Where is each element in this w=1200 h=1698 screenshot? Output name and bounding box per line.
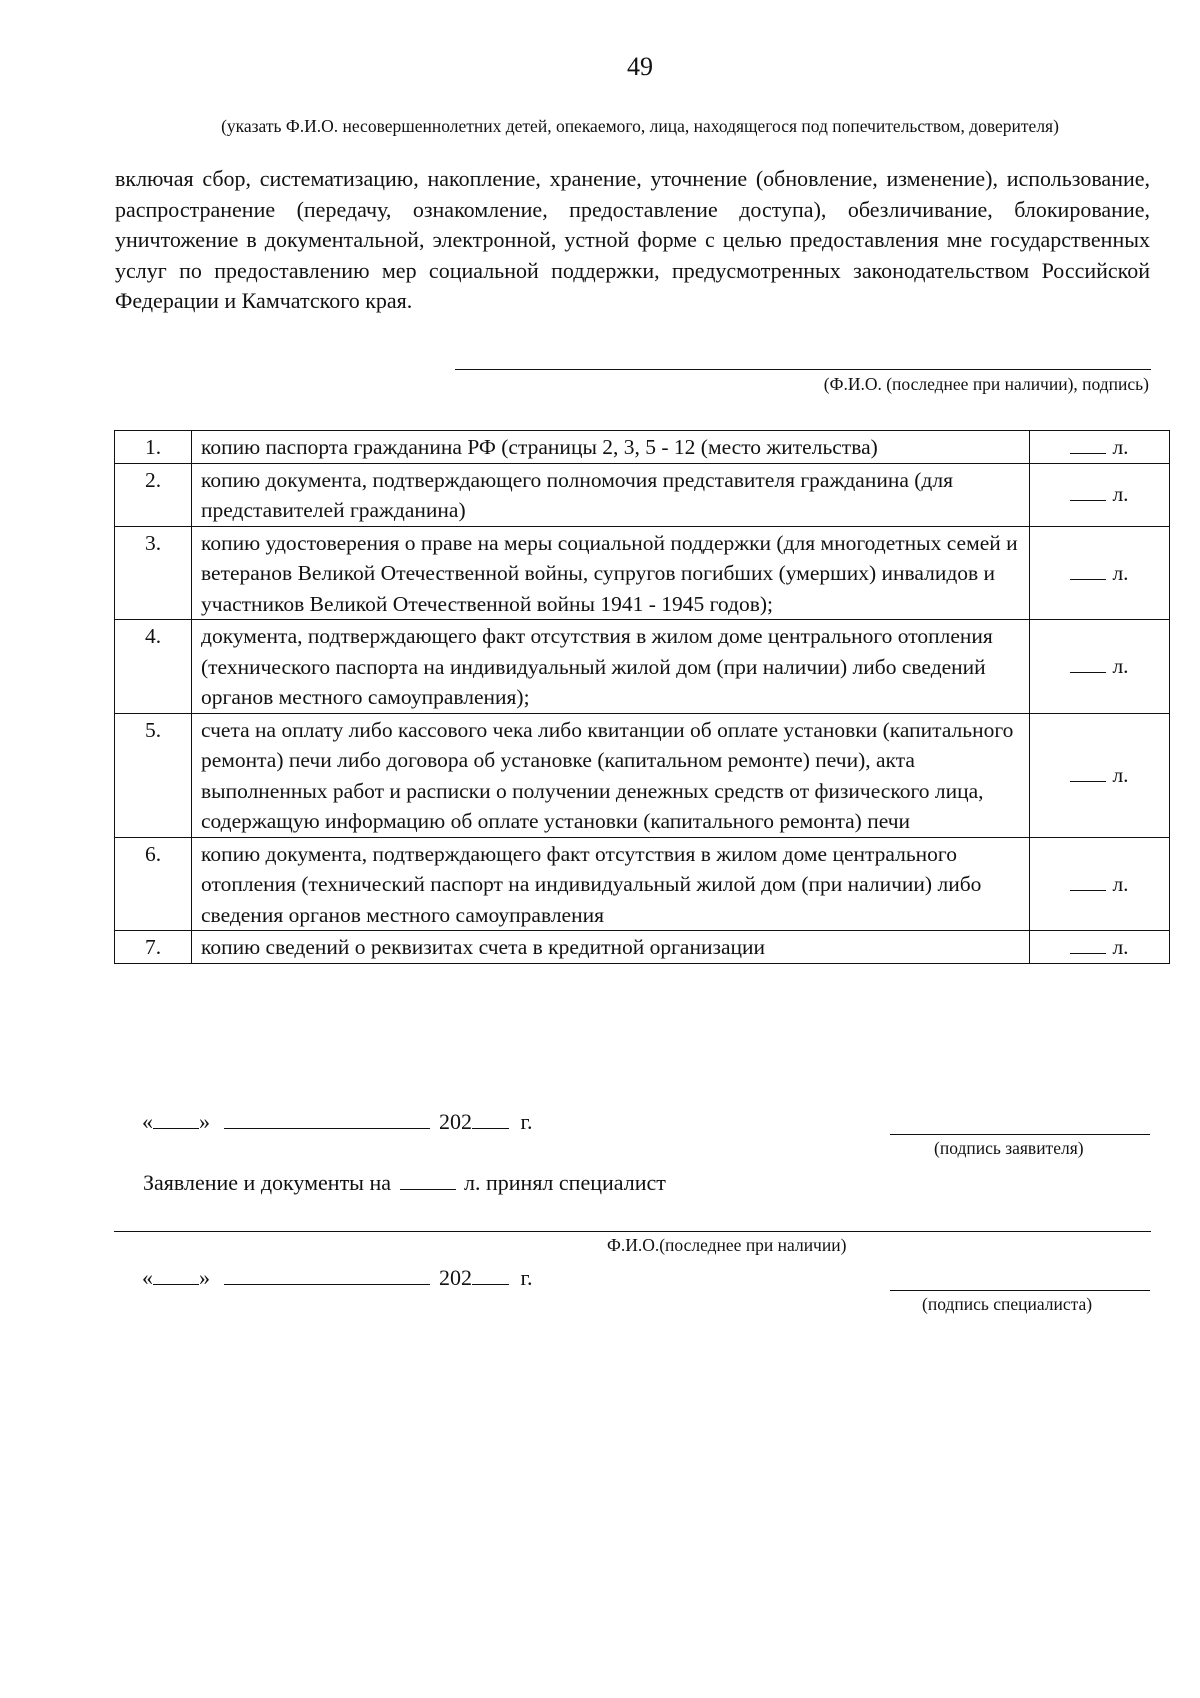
page-count-blank <box>1070 933 1106 954</box>
page-count-blank <box>1070 480 1106 501</box>
page-unit: л. <box>1112 762 1129 787</box>
row-number: 2. <box>115 463 192 526</box>
page-unit: л. <box>1112 654 1129 678</box>
month-blank <box>224 1264 430 1285</box>
table-row <box>115 931 1170 964</box>
row-number: 5. <box>115 713 192 837</box>
page-count-blank <box>1070 870 1106 891</box>
year-suffix: г. <box>520 1109 533 1134</box>
page-number: 49 <box>627 52 653 81</box>
page-unit: л. <box>1112 434 1129 459</box>
table-row <box>115 837 1170 931</box>
day-blank <box>153 1264 199 1285</box>
document-description: документа, подтверждающего факт отсутствия в жилом доме центрального отопления (технического паспорта на индивидуальный жилой дом (при наличии) либо сведений органов местного самоуправления); <box>192 620 1030 714</box>
page-count-blank <box>1070 559 1106 580</box>
applicant-date-field <box>142 1108 533 1135</box>
page-unit: л. <box>1112 482 1129 507</box>
document-description: копию документа, подтверждающего полномочия представителя гражданина (для представителей гражданина) <box>192 463 1030 526</box>
page-count-blank <box>1070 652 1106 673</box>
year-prefix: 202 <box>439 1109 472 1134</box>
specialist-signature-line <box>890 1290 1150 1291</box>
page-unit: л. <box>1112 871 1129 896</box>
page-count-field <box>1030 431 1170 464</box>
year-blank <box>472 1108 509 1129</box>
open-quote: « <box>142 1265 153 1290</box>
page-count-blank <box>1070 433 1106 454</box>
close-quote: » <box>199 1265 210 1290</box>
page-unit: л. <box>1112 934 1129 959</box>
year-blank <box>472 1264 509 1285</box>
table-row <box>115 620 1170 714</box>
acceptance-prefix: Заявление и документы на <box>143 1170 392 1195</box>
documents-table <box>114 430 1170 964</box>
month-blank <box>224 1108 430 1129</box>
caption-specialist-signature: (подпись специалиста) <box>922 1294 1093 1314</box>
consent-paragraph: включая сбор, систематизацию, накопление, хранение, уточнение (обновление, изменение), использование, распространение (передачу, ознакомление, предоставление доступа), обезличивание, блокирование, уничтожение в документальной, электронной, устной форме с целью предоставления мне государственных услуг по предоставлению мер социальной поддержки, предусмотренных законодательством Российской Федерации и Камчатского края. <box>115 166 1150 313</box>
specialist-date-field <box>142 1264 533 1291</box>
document-description: копию сведений о реквизитах счета в кредитной организации <box>192 931 1030 964</box>
open-quote: « <box>142 1109 153 1134</box>
signature-line <box>455 369 1151 370</box>
table-row <box>115 526 1170 620</box>
page-count-field <box>1030 463 1170 526</box>
table-row <box>115 713 1170 837</box>
document-description: копию документа, подтверждающего факт отсутствия в жилом доме центрального отопления (технический паспорт на индивидуальный жилой дом (при наличии) либо сведения органов местного самоуправления <box>192 837 1030 931</box>
caption-fio: Ф.И.О.(последнее при наличии) <box>607 1235 847 1255</box>
page-count-blank <box>1070 761 1106 782</box>
year-prefix: 202 <box>439 1265 472 1290</box>
caption-fio-signature: (Ф.И.О. (последнее при наличии), подпись) <box>823 374 1149 394</box>
document-description: копию удостоверения о праве на меры социальной поддержки (для многодетных семей и ветеранов Великой Отечественной войны, супругов погибших (умерших) инвалидов и участников Великой Отечественной войны 1941 - 1945 годов); <box>192 526 1030 620</box>
specialist-name-line <box>114 1231 1151 1232</box>
caption-applicant-signature: (подпись заявителя) <box>934 1138 1084 1158</box>
page-count-field <box>1030 931 1170 964</box>
row-number: 3. <box>115 526 192 620</box>
document-description: копию паспорта гражданина РФ (страницы 2, 3, 5 - 12 (место жительства) <box>192 431 1030 464</box>
applicant-signature-line <box>890 1134 1150 1135</box>
page-count-field <box>1030 620 1170 714</box>
page-count-field <box>1030 837 1170 931</box>
caption-guardian-name: (указать Ф.И.О. несовершеннолетних детей, опекаемого, лица, находящегося под попечительством, доверителя) <box>221 116 1059 136</box>
document-description: счета на оплату либо кассового чека либо квитанции об оплате установки (капитального ремонта) печи либо договора об установке (капитальном ремонте) печи), акта выполненных работ и расписки о получении денежных средств от физического лица, содержащую информацию об оплате установки (капитального ремонта) печи <box>192 713 1030 837</box>
page-count-field <box>1030 713 1170 837</box>
page-count-field <box>1030 526 1170 620</box>
day-blank <box>153 1108 199 1129</box>
row-number: 7. <box>115 931 192 964</box>
table-row <box>115 431 1170 464</box>
sheet-count-blank <box>400 1169 456 1190</box>
acceptance-suffix: л. принял специалист <box>464 1170 666 1195</box>
table-row <box>115 463 1170 526</box>
close-quote: » <box>199 1109 210 1134</box>
row-number: 6. <box>115 837 192 931</box>
year-suffix: г. <box>520 1265 533 1290</box>
acceptance-line <box>143 1169 666 1196</box>
row-number: 4. <box>115 620 192 714</box>
row-number: 1. <box>115 431 192 464</box>
page-unit: л. <box>1112 560 1129 585</box>
